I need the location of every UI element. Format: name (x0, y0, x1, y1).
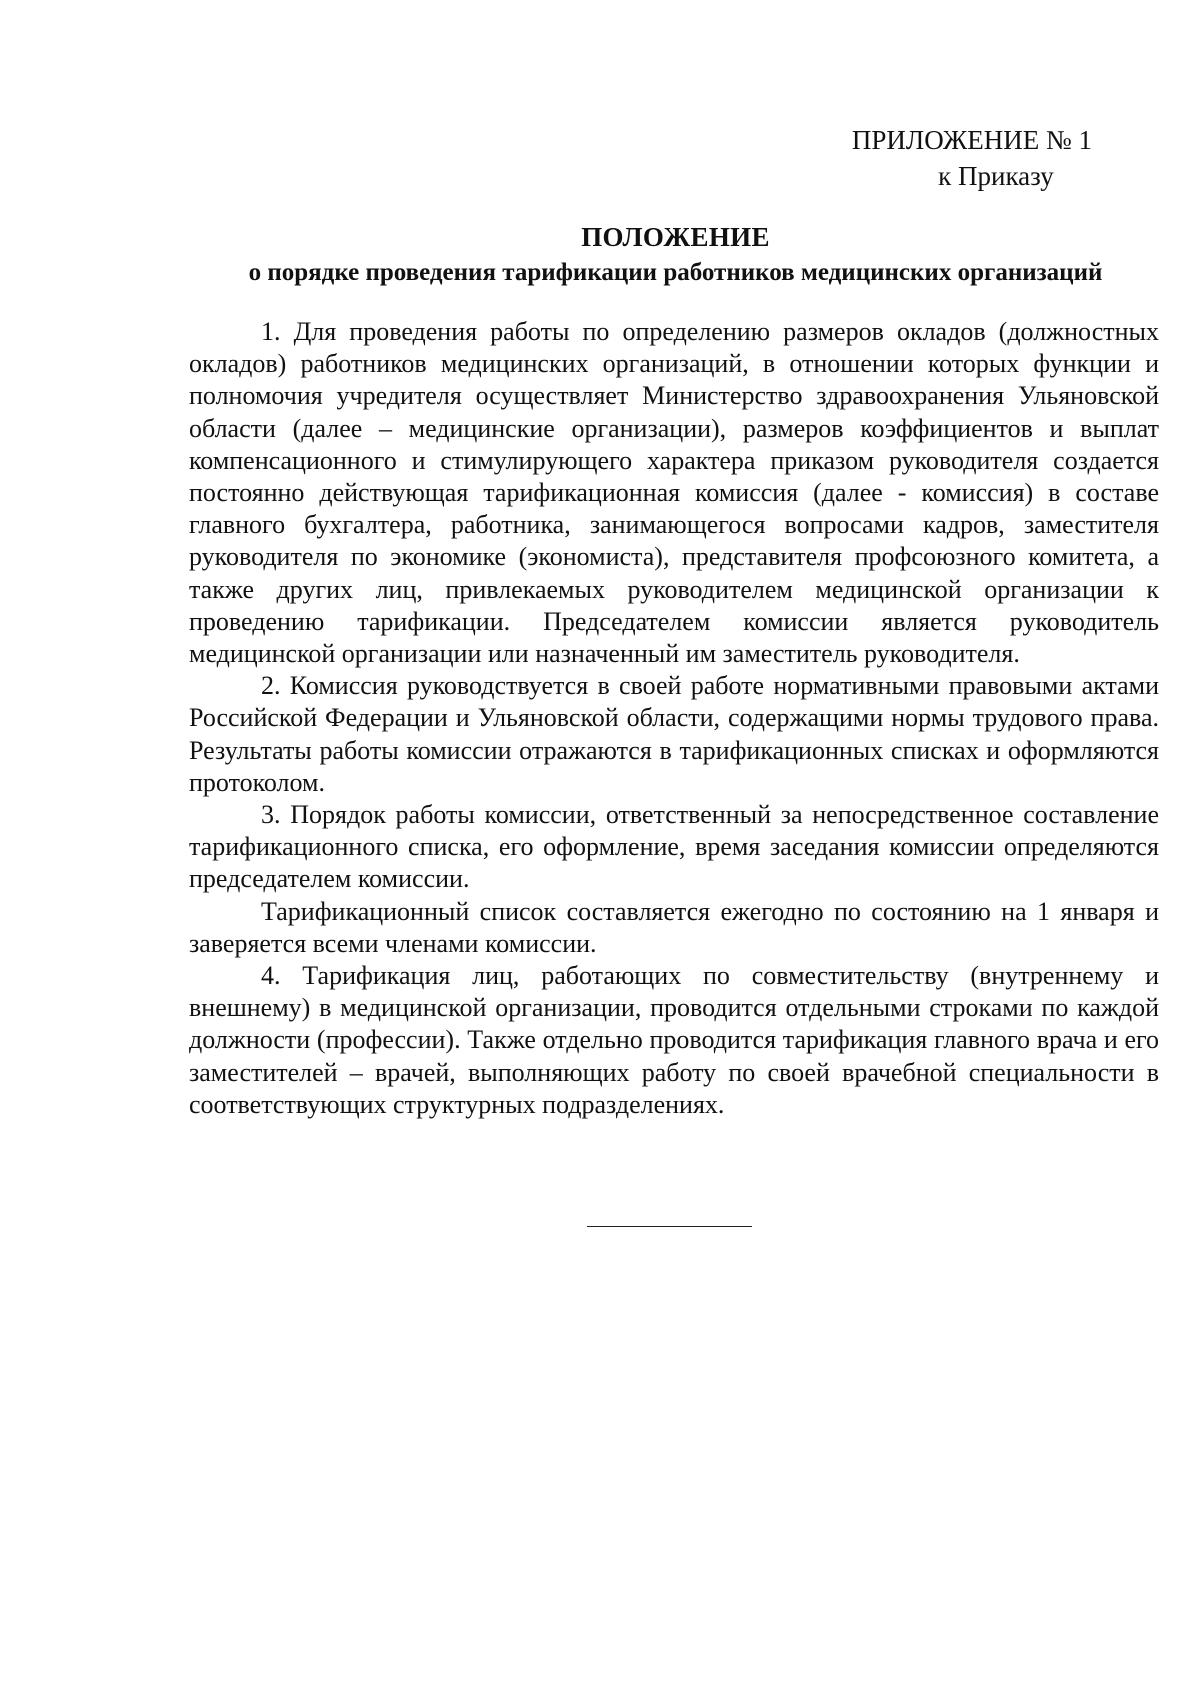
paragraph-2: 2. Комиссия руководствуется в своей работе нормативными правовыми актами Российской Федерации и Ульяновской области, содержащими нормы трудового права. Результаты работы комиссии отражаются в тарификационных списках и оформляются протоколом. (189, 671, 1159, 797)
end-separator-line (587, 1226, 752, 1227)
paragraph-3-continuation: Тарификационный список составляется ежегодно по состоянию на 1 января и заверяется всеми членами комиссии. (189, 896, 1159, 958)
document-body (189, 316, 1159, 1121)
paragraph-4: 4. Тарификация лиц, работающих по совместительству (внутреннему и внешнему) в медицинской организации, проводится отдельными строками по каждой должности (профессии). Также отдельно проводится тарификация главного врача и его заместителей – врачей, выполняющих работу по своей врачебной специальности в соответствующих структурных подразделениях. (189, 961, 1159, 1119)
document-subtitle: о порядке проведения тарификации работников медицинских организаций (248, 259, 1103, 286)
document-title: ПОЛОЖЕНИЕ (581, 222, 770, 252)
annex-header (852, 122, 1092, 194)
paragraph-3: 3. Порядок работы комиссии, ответственный за непосредственное составление тарификационного списка, его оформление, время заседания комиссии определяются председателем комиссии. (189, 800, 1159, 894)
annex-reference: к Приказу (938, 161, 1054, 191)
paragraph-1: 1. Для проведения работы по определению размеров окладов (должностных окладов) работников медицинских организаций, в отношении которых функции и полномочия учредителя осуществляет Министерство здравоохранения Ульяновской области (далее – медицинские организации), размеров коэффициентов и выплат компенсационного и стимулирующего характера приказом руководителя создается постоянно действующая тарификационная комиссия (далее - комиссия) в составе главного бухгалтера, работника, занимающегося вопросами кадров, заместителя руководителя по экономике (экономиста), представителя профсоюзного комитета, а также других лиц, привлекаемых руководителем медицинской организации к проведению тарификации. Председателем комиссии является руководитель медицинской организации или назначенный им заместитель руководителя. (189, 317, 1159, 669)
annex-number: ПРИЛОЖЕНИЕ № 1 (851, 125, 1092, 155)
